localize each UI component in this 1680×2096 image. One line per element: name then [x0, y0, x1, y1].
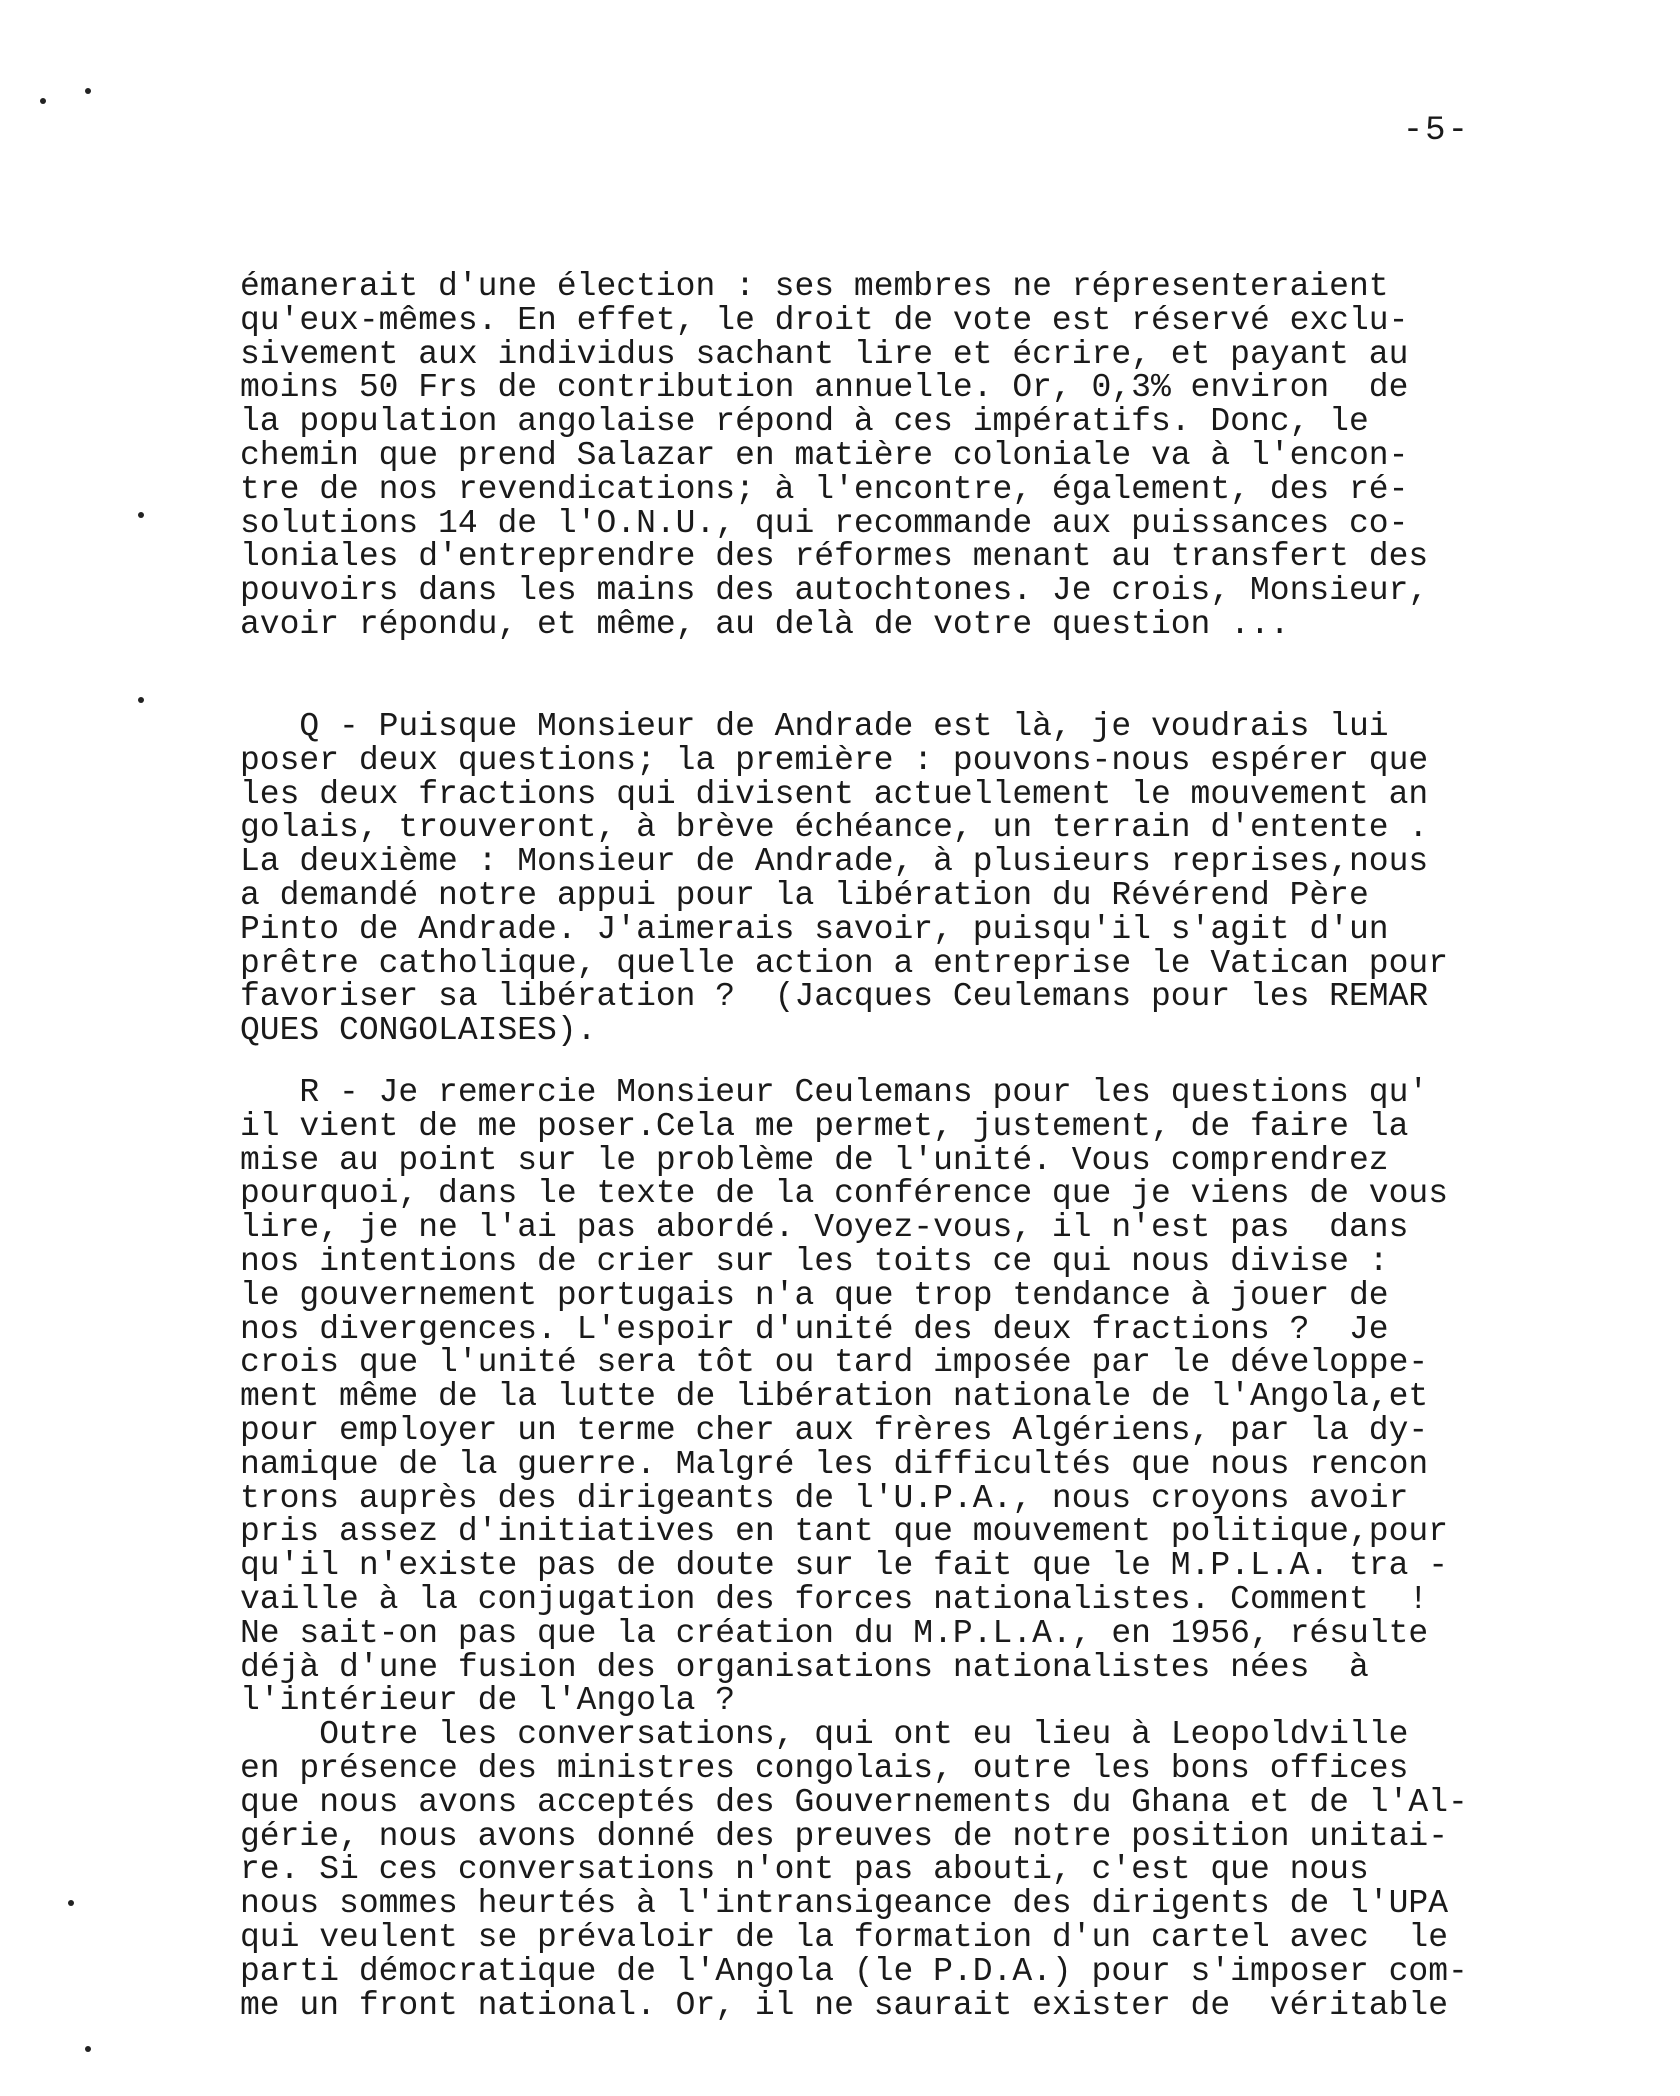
text-line: Q - Puisque Monsieur de Andrade est là, je voudrais lui — [240, 708, 1389, 745]
text-line: pour employer un terme cher aux frères Algériens, par la dy- — [240, 1411, 1429, 1449]
text-line: qu'eux-mêmes. En effet, le droit de vote est réservé exclu- — [240, 301, 1409, 339]
paragraph-question — [240, 710, 1510, 1048]
text-line: nos divergences. L'espoir d'unité des deux fractions ? Je — [240, 1310, 1389, 1348]
text-line: Ne sait-on pas que la création du M.P.L.A., en 1956, résulte — [240, 1614, 1429, 1652]
margin-speck — [85, 2046, 91, 2052]
text-line: Pinto de Andrade. J'aimerais savoir, puisqu'il s'agit d'un — [240, 910, 1389, 948]
text-line: déjà d'une fusion des organisations nationalistes nées à — [240, 1648, 1369, 1686]
text-line: re. Si ces conversations n'ont pas abouti, c'est que nous — [240, 1851, 1369, 1889]
text-line: QUES CONGOLAISES). — [240, 1012, 597, 1050]
text-line: les deux fractions qui divisent actuellement le mouvement an — [240, 775, 1429, 813]
text-line: La deuxième : Monsieur de Andrade, à plusieurs reprises,nous — [240, 843, 1429, 881]
text-line: nous sommes heurtés à l'intransigeance des dirigents de l'UPA — [240, 1885, 1448, 1923]
margin-speck — [138, 697, 144, 703]
text-line: chemin que prend Salazar en matière coloniale va à l'encon- — [240, 436, 1409, 474]
margin-speck — [68, 1900, 74, 1906]
text-line: en présence des ministres congolais, outre les bons offices — [240, 1749, 1409, 1787]
text-line: qui veulent se prévaloir de la formation d'un cartel avec le — [240, 1918, 1448, 1956]
text-line: parti démocratique de l'Angola (le P.D.A.) pour s'imposer com- — [240, 1952, 1468, 1990]
margin-speck — [138, 512, 144, 518]
text-line: gérie, nous avons donné des preuves de notre position unitai- — [240, 1817, 1448, 1855]
text-line: pris assez d'initiatives en tant que mouvement politique,pour — [240, 1513, 1448, 1551]
text-line: que nous avons acceptés des Gouvernements du Ghana et de l'Al- — [240, 1783, 1468, 1821]
paragraph-response — [240, 1076, 1510, 2022]
text-line: crois que l'unité sera tôt ou tard imposée par le développe- — [240, 1344, 1429, 1382]
text-line: favoriser sa libération ? (Jacques Ceulemans pour les REMAR — [240, 978, 1429, 1016]
text-line: avoir répondu, et même, au delà de votre question ... — [240, 605, 1290, 643]
text-line: loniales d'entreprendre des réformes menant au transfert des — [240, 538, 1429, 576]
text-line: poser deux questions; la première : pouvons-nous espérer que — [240, 741, 1429, 779]
text-line: namique de la guerre. Malgré les difficultés que nous rencon — [240, 1445, 1429, 1483]
text-line: la population angolaise répond à ces impératifs. Donc, le — [240, 403, 1369, 441]
text-line: l'intérieur de l'Angola ? — [240, 1682, 736, 1720]
text-line: le gouvernement portugais n'a que trop tendance à jouer de — [240, 1276, 1389, 1314]
text-line: sivement aux individus sachant lire et écrire, et payant au — [240, 335, 1409, 373]
text-line: trons auprès des dirigeants de l'U.P.A., nous croyons avoir — [240, 1479, 1409, 1517]
margin-speck — [85, 88, 91, 94]
text-line: Outre les conversations, qui ont eu lieu à Leopoldville — [240, 1716, 1409, 1754]
text-line: qu'il n'existe pas de doute sur le fait que le M.P.L.A. tra - — [240, 1547, 1448, 1585]
text-line: il vient de me poser.Cela me permet, justement, de faire la — [240, 1107, 1409, 1145]
text-line: ment même de la lutte de libération nationale de l'Angola,et — [240, 1378, 1429, 1416]
text-line: a demandé notre appui pour la libération du Révérend Père — [240, 876, 1369, 914]
text-line: R - Je remercie Monsieur Ceulemans pour les questions qu' — [240, 1074, 1429, 1111]
text-line: émanerait d'une élection : ses membres ne répresenteraient — [240, 268, 1389, 305]
text-line: lire, je ne l'ai pas abordé. Voyez-vous, il n'est pas dans — [240, 1209, 1409, 1247]
text-line: mise au point sur le problème de l'unité. Vous comprendrez — [240, 1141, 1389, 1179]
text-line: vaille à la conjugation des forces nationalistes. Comment ! — [240, 1580, 1429, 1618]
margin-speck — [40, 98, 46, 104]
text-line: pouvoirs dans les mains des autochtones. Je crois, Monsieur, — [240, 572, 1429, 610]
text-line: tre de nos revendications; à l'encontre, également, des ré- — [240, 470, 1409, 508]
text-line: prêtre catholique, quelle action a entreprise le Vatican pour — [240, 944, 1448, 982]
paragraph-answer-continuation — [240, 270, 1510, 642]
text-line: solutions 14 de l'O.N.U., qui recommande aux puissances co- — [240, 504, 1409, 542]
text-line: me un front national. Or, il ne saurait exister de véritable — [240, 1986, 1448, 2024]
text-line: moins 50 Frs de contribution annuelle. Or, 0,3% environ de — [240, 369, 1409, 407]
text-line: pourquoi, dans le texte de la conférence que je viens de vous — [240, 1175, 1448, 1213]
text-line: nos intentions de crier sur les toits ce qui nous divise : — [240, 1242, 1389, 1280]
page-number: -5- — [1402, 112, 1470, 150]
text-line: golais, trouveront, à brève échéance, un terrain d'entente . — [240, 809, 1429, 847]
